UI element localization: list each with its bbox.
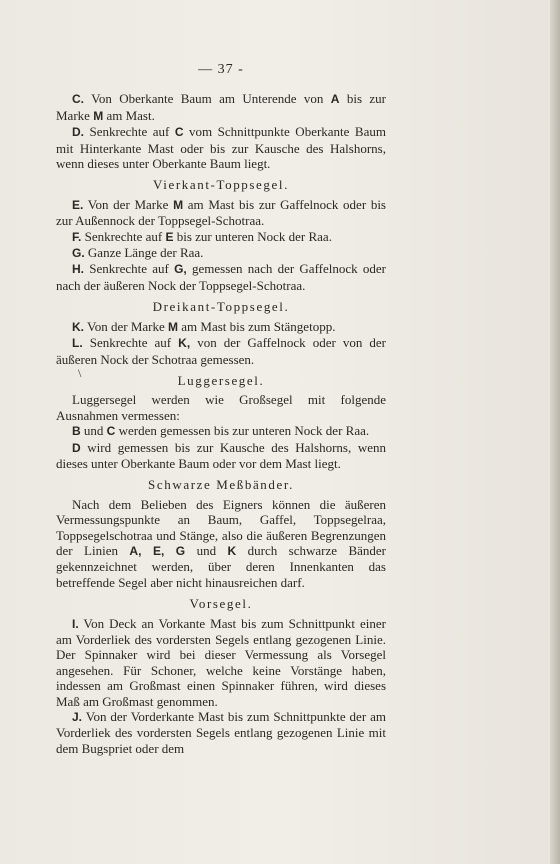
text-run: Von der Marke bbox=[84, 318, 169, 334]
section-heading bbox=[56, 177, 386, 192]
text-run: Von Deck an Vorkante Mast bis zum Schnittpunkt einer am Vorderliek des vordersten Segels entlang gezogenen Linie. Der Spinnaker wird bei dieser Vermessung als Vorsegel angesehen. Für Schoner, welche keine Vorstänge haben, indessen am Großmast einen Spinnaker führen, wird dieses Maß am Großmast genommen. bbox=[56, 615, 386, 709]
item-label: L. bbox=[72, 336, 83, 351]
paragraph bbox=[56, 616, 386, 709]
text-run: Von der Marke bbox=[83, 196, 174, 212]
item-label: H. bbox=[72, 262, 84, 277]
text-run: Vorsegel. bbox=[189, 596, 253, 612]
page-number: — 37 - bbox=[198, 62, 244, 77]
item-label: C. bbox=[72, 92, 84, 107]
paragraph bbox=[56, 124, 386, 171]
paragraph bbox=[56, 245, 386, 261]
item-label: A, E, G bbox=[129, 543, 186, 558]
item-label: M bbox=[93, 108, 104, 123]
item-label: K. bbox=[72, 319, 84, 334]
paragraph bbox=[56, 197, 386, 229]
text-run: am Mast bis zum Stängetopp. bbox=[178, 318, 336, 334]
text-run: Vierkant-Toppsegel. bbox=[153, 177, 289, 193]
paragraph bbox=[56, 335, 386, 367]
text-run: Von der Vorderkante Mast bis zum Schnittpunkte der am Vorderliek des vordersten Segels entlang gezogenen Linie mit dem Bugspriet oder dem bbox=[56, 709, 386, 756]
item-label: I. bbox=[72, 616, 79, 631]
text-run: Senkrechte auf bbox=[82, 335, 179, 351]
text-run: durch schwarze Bänder gekennzeichnet werden, über deren Innenkanten das betreffende Segel aber nicht hinausreichen darf. bbox=[56, 542, 386, 590]
paragraph bbox=[56, 440, 386, 472]
paragraph bbox=[56, 229, 386, 245]
page-text bbox=[56, 62, 386, 756]
text-run: gemessen nach der Gaffelnock oder nach der äußeren Nock der Toppsegel-Schotraa. bbox=[56, 261, 386, 293]
paragraph bbox=[56, 497, 386, 590]
text-run: werden gemessen bis zur unteren Nock der Raa. bbox=[115, 423, 370, 439]
paragraph bbox=[56, 423, 386, 439]
item-label: G. bbox=[72, 246, 85, 261]
text-run: Senkrechte auf bbox=[81, 228, 166, 244]
section-heading bbox=[56, 299, 386, 314]
text-run: und bbox=[185, 542, 228, 558]
paragraph bbox=[56, 319, 386, 335]
paragraph bbox=[56, 261, 386, 293]
text-run: Nach dem Belieben des Eigners können die äußeren Vermessungspunkte an Baum, Gaffel, Toppsegelraa, Toppsegelschotraa und Stänge, also die äußeren Begrenzungen der Linien bbox=[56, 496, 386, 558]
text-run: Schwarze Meßbänder. bbox=[148, 477, 294, 493]
book-edge bbox=[550, 0, 560, 864]
text-run: Luggersegel. bbox=[177, 372, 265, 388]
item-label: E bbox=[165, 229, 174, 244]
text-run: Von Oberkante Baum am Unterende von bbox=[84, 91, 331, 107]
text-run: Ganze Länge der Raa. bbox=[84, 245, 204, 261]
body-text bbox=[56, 91, 386, 756]
margin-mark: \ bbox=[78, 366, 82, 380]
text-run: am Mast. bbox=[103, 107, 155, 123]
section-heading bbox=[56, 373, 386, 388]
text-run: Dreikant-Toppsegel. bbox=[152, 299, 290, 315]
item-label: A bbox=[330, 92, 340, 107]
item-label: K bbox=[227, 543, 237, 558]
item-label: M bbox=[173, 197, 184, 212]
item-label: K, bbox=[178, 336, 191, 351]
text-run: am Mast bis zur Gaffelnock oder bis zur Außennock der Toppsegel-Schotraa. bbox=[56, 196, 386, 229]
text-run: Senkrechte auf bbox=[84, 124, 175, 140]
item-label: J. bbox=[72, 710, 83, 725]
paragraph bbox=[56, 392, 386, 423]
item-label: F. bbox=[72, 229, 82, 244]
item-label: G, bbox=[174, 262, 187, 277]
text-run: Senkrechte auf bbox=[84, 261, 175, 277]
text-run: und bbox=[80, 423, 107, 439]
paragraph bbox=[56, 91, 386, 124]
text-run: vom Schnittpunkte Oberkante Baum mit Hinterkante Mast oder bis zur Kausche des Halshorns, wenn dieses unter Oberkante Baum liegt. bbox=[56, 124, 386, 172]
item-label: E. bbox=[72, 197, 84, 212]
item-label: D. bbox=[72, 125, 84, 140]
text-run: bis zur Marke bbox=[56, 91, 386, 123]
text-run: Luggersegel werden wie Großsegel mit folgende Ausnahmen vermessen: bbox=[56, 392, 386, 423]
section-heading bbox=[56, 596, 386, 611]
item-label: D bbox=[72, 440, 81, 455]
item-label: M bbox=[168, 319, 179, 334]
section-heading bbox=[56, 477, 386, 492]
text-run: bis zur unteren Nock der Raa. bbox=[173, 228, 332, 244]
item-label: C bbox=[174, 125, 184, 140]
item-label: C bbox=[106, 424, 116, 439]
text-run: wird gemessen bis zur Kausche des Halshorns, wenn dieses unter Oberkante Baum oder vor dem Mast liegt. bbox=[56, 439, 386, 471]
item-label: B bbox=[72, 424, 81, 439]
paragraph bbox=[56, 709, 386, 756]
text-run: von der Gaffelnock oder von der äußeren Nock der Schotraa gemessen. bbox=[56, 335, 386, 367]
